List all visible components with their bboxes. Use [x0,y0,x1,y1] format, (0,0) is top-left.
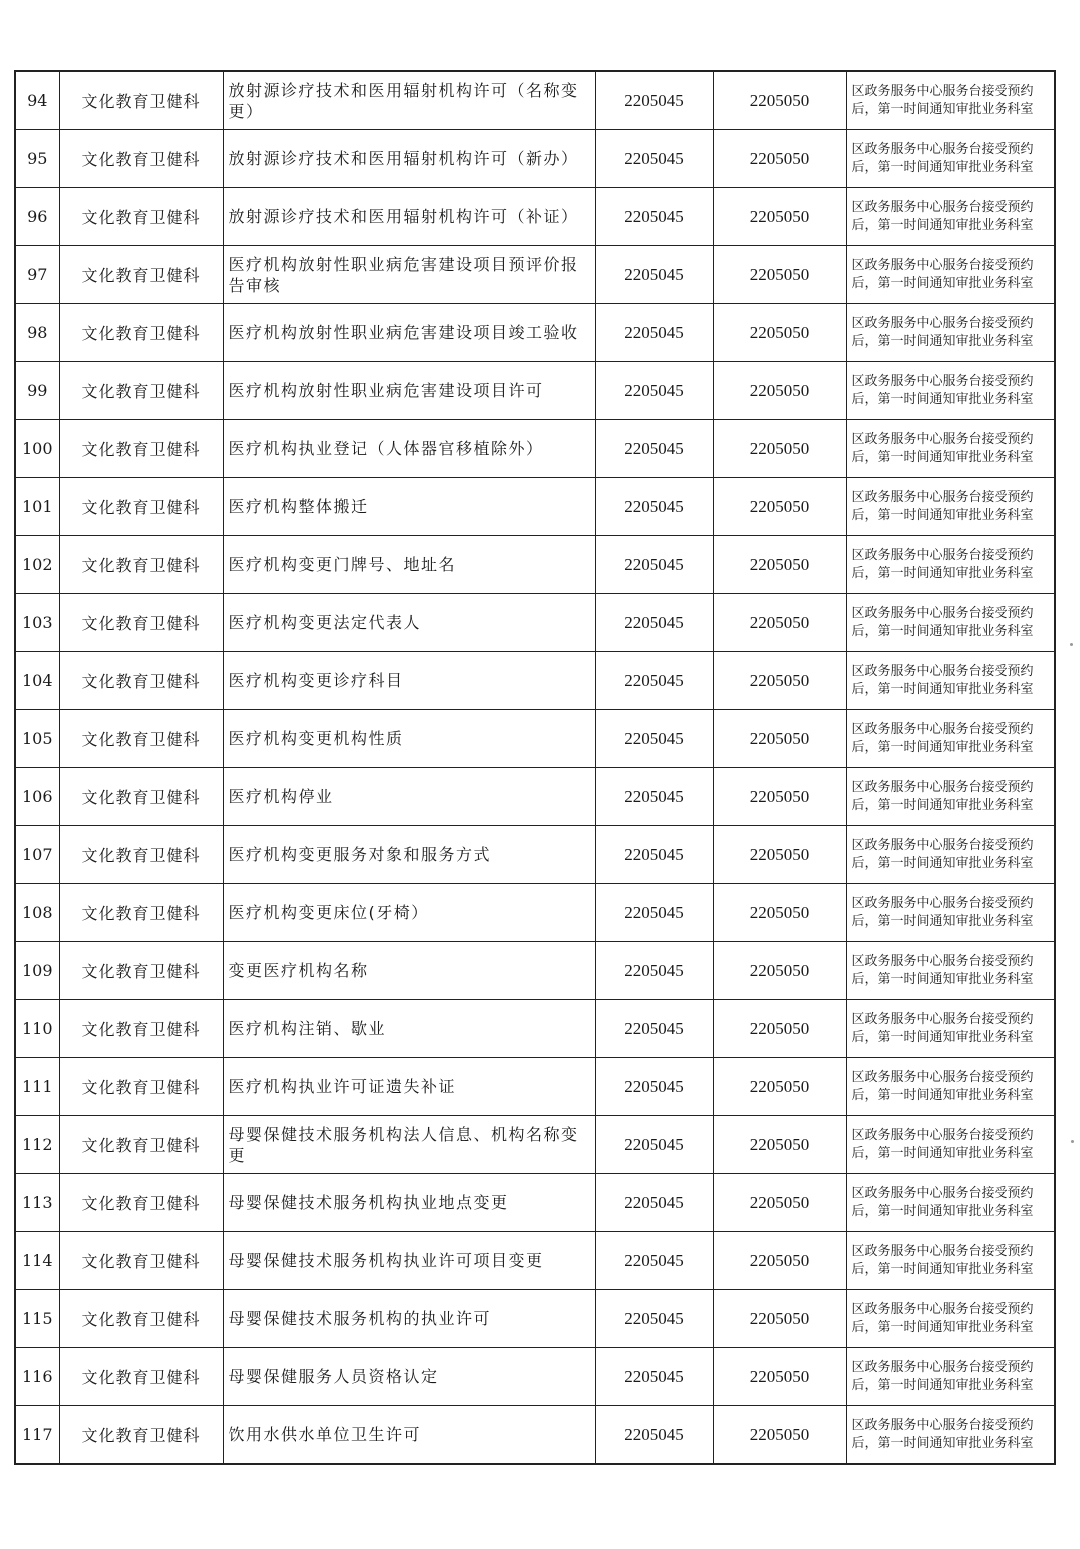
row-number: 101 [15,478,59,536]
phone-cell-2: 2205050 [713,594,846,652]
approval-item-cell: 变更医疗机构名称 [223,942,595,1000]
approval-items-table-page [14,70,1054,1465]
row-number: 95 [15,130,59,188]
phone-cell-1: 2205045 [595,710,713,768]
phone-cell-1: 2205045 [595,884,713,942]
phone-cell-2: 2205050 [713,1058,846,1116]
row-number: 105 [15,710,59,768]
row-number: 107 [15,826,59,884]
row-number: 100 [15,420,59,478]
row-number: 104 [15,652,59,710]
phone-cell-2: 2205050 [713,362,846,420]
approval-item-cell: 医疗机构注销、歇业 [223,1000,595,1058]
table-row [15,1116,1055,1174]
phone-cell-1: 2205045 [595,1348,713,1406]
row-number: 109 [15,942,59,1000]
table-row [15,188,1055,246]
table-row [15,1058,1055,1116]
department-cell: 文化教育卫健科 [59,942,223,1000]
row-number: 106 [15,768,59,826]
phone-cell-1: 2205045 [595,420,713,478]
department-cell: 文化教育卫健科 [59,826,223,884]
approval-item-cell: 医疗机构变更门牌号、地址名 [223,536,595,594]
department-cell: 文化教育卫健科 [59,478,223,536]
table-row [15,1406,1055,1465]
department-cell: 文化教育卫健科 [59,768,223,826]
phone-cell-1: 2205045 [595,478,713,536]
phone-cell-2: 2205050 [713,1174,846,1232]
note-cell: 区政务服务中心服务台接受预约后，第一时间通知审批业务科室 [846,826,1055,884]
row-number: 102 [15,536,59,594]
row-number: 98 [15,304,59,362]
department-cell: 文化教育卫健科 [59,1000,223,1058]
table-row [15,1000,1055,1058]
approval-item-cell: 母婴保健技术服务机构法人信息、机构名称变更 [223,1116,595,1174]
phone-cell-1: 2205045 [595,1174,713,1232]
approval-item-cell: 母婴保健技术服务机构的执业许可 [223,1290,595,1348]
note-cell: 区政务服务中心服务台接受预约后，第一时间通知审批业务科室 [846,1232,1055,1290]
phone-cell-2: 2205050 [713,130,846,188]
approval-item-cell: 放射源诊疗技术和医用辐射机构许可（新办） [223,130,595,188]
phone-cell-1: 2205045 [595,652,713,710]
department-cell: 文化教育卫健科 [59,1348,223,1406]
note-cell: 区政务服务中心服务台接受预约后，第一时间通知审批业务科室 [846,304,1055,362]
table-row [15,1232,1055,1290]
department-cell: 文化教育卫健科 [59,1290,223,1348]
approval-items-table [14,70,1056,1465]
department-cell: 文化教育卫健科 [59,130,223,188]
department-cell: 文化教育卫健科 [59,1116,223,1174]
phone-cell-2: 2205050 [713,1406,846,1465]
row-number: 112 [15,1116,59,1174]
approval-item-cell: 放射源诊疗技术和医用辐射机构许可（补证） [223,188,595,246]
phone-cell-1: 2205045 [595,942,713,1000]
phone-cell-1: 2205045 [595,246,713,304]
phone-cell-2: 2205050 [713,420,846,478]
row-number: 94 [15,71,59,130]
table-row [15,942,1055,1000]
approval-item-cell: 医疗机构整体搬迁 [223,478,595,536]
note-cell: 区政务服务中心服务台接受预约后，第一时间通知审批业务科室 [846,1058,1055,1116]
phone-cell-1: 2205045 [595,826,713,884]
note-cell: 区政务服务中心服务台接受预约后，第一时间通知审批业务科室 [846,1174,1055,1232]
department-cell: 文化教育卫健科 [59,188,223,246]
phone-cell-2: 2205050 [713,710,846,768]
row-number: 110 [15,1000,59,1058]
department-cell: 文化教育卫健科 [59,420,223,478]
note-cell: 区政务服务中心服务台接受预约后，第一时间通知审批业务科室 [846,71,1055,130]
phone-cell-2: 2205050 [713,536,846,594]
table-row [15,71,1055,130]
approval-item-cell: 医疗机构变更法定代表人 [223,594,595,652]
approval-item-cell: 医疗机构执业许可证遗失补证 [223,1058,595,1116]
table-row [15,1174,1055,1232]
row-number: 117 [15,1406,59,1465]
table-body [15,71,1055,1464]
department-cell: 文化教育卫健科 [59,884,223,942]
row-number: 97 [15,246,59,304]
phone-cell-1: 2205045 [595,1058,713,1116]
table-row [15,1290,1055,1348]
department-cell: 文化教育卫健科 [59,1058,223,1116]
approval-item-cell: 医疗机构变更床位(牙椅） [223,884,595,942]
note-cell: 区政务服务中心服务台接受预约后，第一时间通知审批业务科室 [846,362,1055,420]
table-row [15,768,1055,826]
phone-cell-1: 2205045 [595,362,713,420]
phone-cell-2: 2205050 [713,246,846,304]
table-row [15,130,1055,188]
department-cell: 文化教育卫健科 [59,71,223,130]
phone-cell-2: 2205050 [713,304,846,362]
note-cell: 区政务服务中心服务台接受预约后，第一时间通知审批业务科室 [846,1290,1055,1348]
approval-item-cell: 医疗机构变更服务对象和服务方式 [223,826,595,884]
row-number: 115 [15,1290,59,1348]
approval-item-cell: 放射源诊疗技术和医用辐射机构许可（名称变更） [223,71,595,130]
approval-item-cell: 母婴保健技术服务机构执业许可项目变更 [223,1232,595,1290]
approval-item-cell: 医疗机构放射性职业病危害建设项目竣工验收 [223,304,595,362]
phone-cell-1: 2205045 [595,1232,713,1290]
note-cell: 区政务服务中心服务台接受预约后，第一时间通知审批业务科室 [846,1348,1055,1406]
approval-item-cell: 医疗机构放射性职业病危害建设项目预评价报告审核 [223,246,595,304]
phone-cell-1: 2205045 [595,304,713,362]
phone-cell-1: 2205045 [595,1406,713,1465]
department-cell: 文化教育卫健科 [59,652,223,710]
phone-cell-2: 2205050 [713,1232,846,1290]
phone-cell-1: 2205045 [595,188,713,246]
note-cell: 区政务服务中心服务台接受预约后，第一时间通知审批业务科室 [846,1116,1055,1174]
table-row [15,594,1055,652]
table-row [15,652,1055,710]
phone-cell-2: 2205050 [713,826,846,884]
phone-cell-1: 2205045 [595,130,713,188]
note-cell: 区政务服务中心服务台接受预约后，第一时间通知审批业务科室 [846,536,1055,594]
department-cell: 文化教育卫健科 [59,246,223,304]
approval-item-cell: 母婴保健服务人员资格认定 [223,1348,595,1406]
table-row [15,420,1055,478]
note-cell: 区政务服务中心服务台接受预约后，第一时间通知审批业务科室 [846,594,1055,652]
phone-cell-2: 2205050 [713,71,846,130]
phone-cell-1: 2205045 [595,1116,713,1174]
table-row [15,304,1055,362]
phone-cell-1: 2205045 [595,768,713,826]
row-number: 99 [15,362,59,420]
phone-cell-2: 2205050 [713,942,846,1000]
scan-speck [1071,1140,1074,1143]
department-cell: 文化教育卫健科 [59,536,223,594]
approval-item-cell: 医疗机构停业 [223,768,595,826]
department-cell: 文化教育卫健科 [59,1232,223,1290]
note-cell: 区政务服务中心服务台接受预约后，第一时间通知审批业务科室 [846,420,1055,478]
table-row [15,246,1055,304]
table-row [15,710,1055,768]
note-cell: 区政务服务中心服务台接受预约后，第一时间通知审批业务科室 [846,942,1055,1000]
note-cell: 区政务服务中心服务台接受预约后，第一时间通知审批业务科室 [846,1000,1055,1058]
row-number: 111 [15,1058,59,1116]
department-cell: 文化教育卫健科 [59,304,223,362]
approval-item-cell: 医疗机构变更机构性质 [223,710,595,768]
approval-item-cell: 饮用水供水单位卫生许可 [223,1406,595,1465]
approval-item-cell: 医疗机构变更诊疗科目 [223,652,595,710]
phone-cell-2: 2205050 [713,1348,846,1406]
row-number: 113 [15,1174,59,1232]
row-number: 114 [15,1232,59,1290]
note-cell: 区政务服务中心服务台接受预约后，第一时间通知审批业务科室 [846,130,1055,188]
phone-cell-2: 2205050 [713,1116,846,1174]
table-row [15,826,1055,884]
row-number: 96 [15,188,59,246]
department-cell: 文化教育卫健科 [59,362,223,420]
note-cell: 区政务服务中心服务台接受预约后，第一时间通知审批业务科室 [846,1406,1055,1465]
table-row [15,1348,1055,1406]
phone-cell-2: 2205050 [713,1000,846,1058]
table-row [15,884,1055,942]
row-number: 103 [15,594,59,652]
phone-cell-2: 2205050 [713,768,846,826]
approval-item-cell: 医疗机构放射性职业病危害建设项目许可 [223,362,595,420]
approval-item-cell: 医疗机构执业登记（人体器官移植除外） [223,420,595,478]
phone-cell-1: 2205045 [595,1000,713,1058]
phone-cell-2: 2205050 [713,652,846,710]
note-cell: 区政务服务中心服务台接受预约后，第一时间通知审批业务科室 [846,478,1055,536]
table-row [15,362,1055,420]
note-cell: 区政务服务中心服务台接受预约后，第一时间通知审批业务科室 [846,652,1055,710]
phone-cell-1: 2205045 [595,536,713,594]
scan-speck [1070,643,1073,646]
note-cell: 区政务服务中心服务台接受预约后，第一时间通知审批业务科室 [846,246,1055,304]
table-row [15,478,1055,536]
note-cell: 区政务服务中心服务台接受预约后，第一时间通知审批业务科室 [846,768,1055,826]
row-number: 108 [15,884,59,942]
table-row [15,536,1055,594]
phone-cell-2: 2205050 [713,1290,846,1348]
phone-cell-1: 2205045 [595,1290,713,1348]
phone-cell-2: 2205050 [713,188,846,246]
note-cell: 区政务服务中心服务台接受预约后，第一时间通知审批业务科室 [846,710,1055,768]
phone-cell-2: 2205050 [713,884,846,942]
phone-cell-1: 2205045 [595,594,713,652]
approval-item-cell: 母婴保健技术服务机构执业地点变更 [223,1174,595,1232]
department-cell: 文化教育卫健科 [59,1406,223,1465]
department-cell: 文化教育卫健科 [59,710,223,768]
phone-cell-2: 2205050 [713,478,846,536]
note-cell: 区政务服务中心服务台接受预约后，第一时间通知审批业务科室 [846,884,1055,942]
department-cell: 文化教育卫健科 [59,594,223,652]
phone-cell-1: 2205045 [595,71,713,130]
row-number: 116 [15,1348,59,1406]
note-cell: 区政务服务中心服务台接受预约后，第一时间通知审批业务科室 [846,188,1055,246]
department-cell: 文化教育卫健科 [59,1174,223,1232]
